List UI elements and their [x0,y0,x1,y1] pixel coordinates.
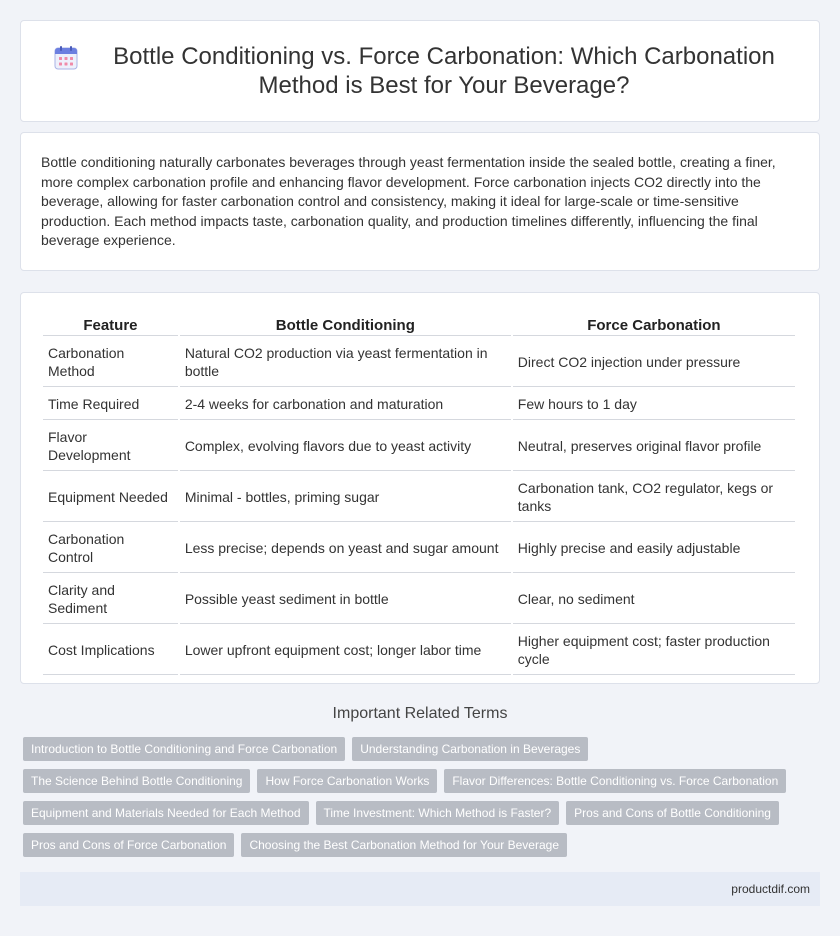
related-term-tag[interactable]: Time Investment: Which Method is Faster? [316,801,560,825]
tag-row [23,737,813,761]
title-card [20,20,820,122]
related-term-tag[interactable]: Equipment and Materials Needed for Each Method [23,801,309,825]
related-term-tag[interactable]: Choosing the Best Carbonation Method for Your Beverage [241,833,567,857]
comparison-table [41,311,797,677]
table-row [43,389,795,420]
header-bottle-conditioning: Bottle Conditioning [180,313,511,336]
bottle-cell: Possible yeast sediment in bottle [180,575,511,624]
tag-row [23,833,813,857]
bottle-cell: Natural CO2 production via yeast fermentation in bottle [180,338,511,387]
related-terms-title: Important Related Terms [332,705,508,722]
related-terms-list [23,737,813,865]
force-cell: Higher equipment cost; faster production cycle [513,626,795,675]
table-row [43,524,795,573]
force-cell: Carbonation tank, CO2 regulator, kegs or tanks [513,473,795,522]
feature-cell: Time Required [43,389,178,420]
footer-site-link[interactable]: productdif.com [731,882,810,896]
bottle-cell: Minimal - bottles, priming sugar [180,473,511,522]
header-feature: Feature [43,313,178,336]
related-term-tag[interactable]: Pros and Cons of Bottle Conditioning [566,801,779,825]
feature-cell: Carbonation Control [43,524,178,573]
footer [20,872,820,906]
intro-card [20,132,820,271]
force-cell: Direct CO2 injection under pressure [513,338,795,387]
bottle-cell: Less precise; depends on yeast and sugar amount [180,524,511,573]
header-force-carbonation: Force Carbonation [513,313,795,336]
related-term-tag[interactable]: Introduction to Bottle Conditioning and Force Carbonation [23,737,345,761]
force-cell: Clear, no sediment [513,575,795,624]
table-row [43,422,795,471]
related-term-tag[interactable]: How Force Carbonation Works [257,769,437,793]
bottle-cell: Complex, evolving flavors due to yeast activity [180,422,511,471]
feature-cell: Cost Implications [43,626,178,675]
calendar-icon [51,43,81,73]
table-row [43,338,795,387]
tag-row [23,801,813,825]
table-row [43,473,795,522]
related-term-tag[interactable]: Flavor Differences: Bottle Conditioning vs. Force Carbonation [444,769,786,793]
page-title: Bottle Conditioning vs. Force Carbonation: Which Carbonation Method is Best for Your Beverage? [113,43,775,99]
related-term-tag[interactable]: The Science Behind Bottle Conditioning [23,769,250,793]
force-cell: Few hours to 1 day [513,389,795,420]
related-term-tag[interactable]: Pros and Cons of Force Carbonation [23,833,234,857]
force-cell: Neutral, preserves original flavor profile [513,422,795,471]
feature-cell: Carbonation Method [43,338,178,387]
comparison-card [20,292,820,684]
feature-cell: Equipment Needed [43,473,178,522]
bottle-cell: Lower upfront equipment cost; longer labor time [180,626,511,675]
force-cell: Highly precise and easily adjustable [513,524,795,573]
table-row [43,575,795,624]
table-row [43,626,795,675]
related-term-tag[interactable]: Understanding Carbonation in Beverages [352,737,588,761]
tag-row [23,769,813,793]
bottle-cell: 2-4 weeks for carbonation and maturation [180,389,511,420]
intro-paragraph: Bottle conditioning naturally carbonates beverages through yeast fermentation inside the sealed bottle, creating a finer, more complex carbonation profile and enhancing flavor development. Force carbonation injects CO2 directly into the beverage, allowing for faster carbonation control and consistency, making it ideal for large-scale or time-sensitive production. Each method impacts taste, carbonation quality, and production timelines differently, influencing the final beverage experience. [41,154,776,248]
table-header-row [43,313,795,336]
feature-cell: Flavor Development [43,422,178,471]
feature-cell: Clarity and Sediment [43,575,178,624]
